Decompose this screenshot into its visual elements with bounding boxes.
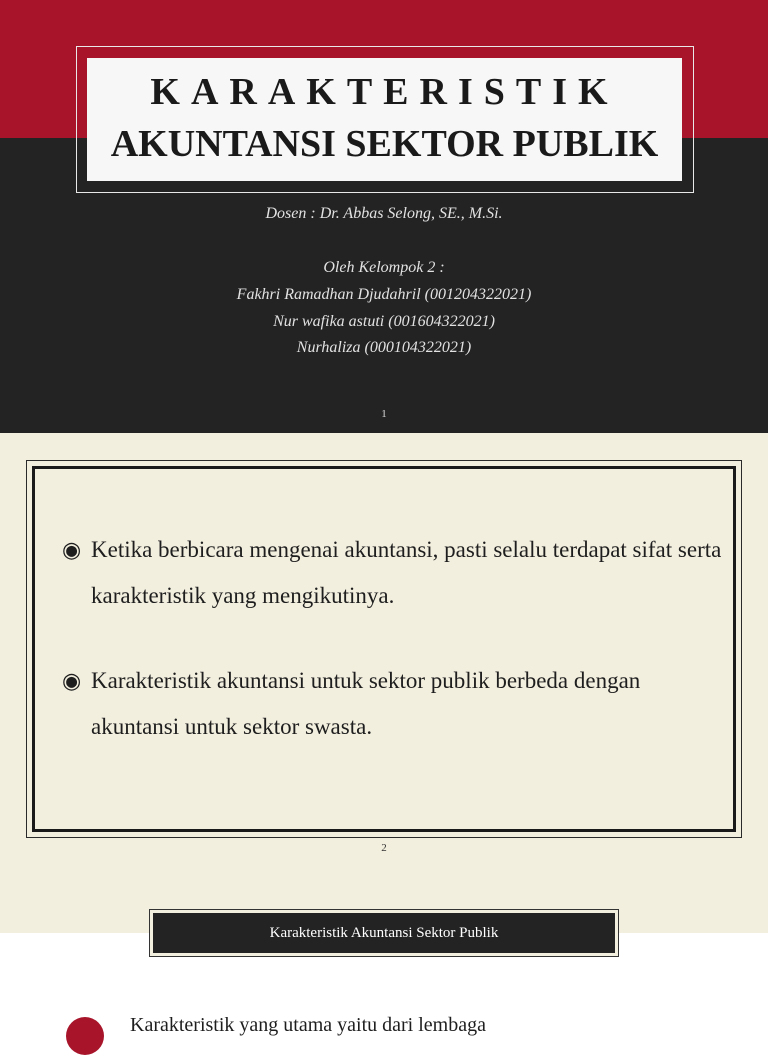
bullet-text: Ketika berbicara mengenai akuntansi, pasti selalu terdapat sifat serta karakteristik yang mengikutinya.: [91, 537, 722, 608]
group-label: Oleh Kelompok 2 :: [323, 259, 445, 276]
page-number: 1: [381, 408, 387, 420]
bullet-text: Karakteristik akuntansi untuk sektor publik berbeda dengan akuntansi untuk sektor swasta.: [91, 668, 641, 739]
red-circle-icon: [66, 1017, 104, 1055]
bullet-item-1: [62, 527, 722, 619]
content-frame-inner: [32, 466, 736, 832]
member-1: Fakhri Ramadhan Djudahril (001204322021): [236, 286, 532, 303]
section-label: Karakteristik Akuntansi Sektor Publik: [153, 913, 615, 953]
title-line-1: KARAKTERISTIK: [150, 71, 619, 113]
slide-2: [0, 433, 768, 941]
bullet-item-2: [62, 658, 722, 750]
title-line-2: AKUNTANSI SEKTOR PUBLIK: [110, 123, 659, 165]
member-3: Nurhaliza (000104322021): [296, 339, 472, 356]
lecturer-text: Dosen : Dr. Abbas Selong, SE., M.Si.: [265, 205, 503, 222]
page-number: 2: [381, 842, 387, 854]
member-2: Nur wafika astuti (001604322021): [273, 313, 495, 330]
radio-bullet-icon: ◉: [62, 668, 82, 693]
radio-bullet-icon: ◉: [62, 537, 82, 562]
intro-text: Karakteristik yang utama yaitu dari lembaga: [130, 1014, 486, 1036]
slide-1: [0, 0, 768, 433]
title-box: [87, 58, 682, 181]
